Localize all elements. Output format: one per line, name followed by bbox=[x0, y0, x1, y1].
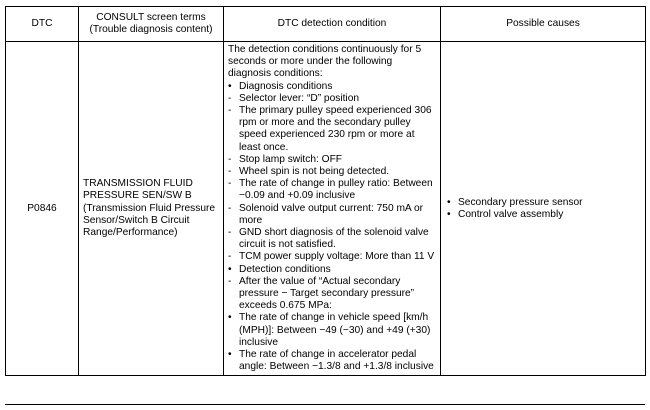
table-row bbox=[6, 42, 646, 376]
condition-item-text: Selector lever: “D” position bbox=[239, 92, 360, 104]
header-detection-condition: DTC detection condition bbox=[224, 7, 441, 42]
condition-list bbox=[228, 81, 436, 374]
header-possible-causes: Possible causes bbox=[441, 7, 646, 42]
condition-item-text: Wheel spin is not being detected. bbox=[239, 166, 390, 178]
bullet-icon: • bbox=[447, 208, 451, 220]
condition-item bbox=[228, 276, 436, 313]
causes-list bbox=[447, 197, 639, 221]
dash-marker: - bbox=[228, 251, 232, 263]
condition-item bbox=[228, 264, 436, 276]
dash-marker: - bbox=[228, 202, 232, 214]
bottom-rule bbox=[5, 404, 645, 405]
condition-item bbox=[228, 203, 436, 227]
dtc-table bbox=[5, 6, 646, 376]
dash-marker: - bbox=[228, 166, 232, 178]
bullet-icon: • bbox=[228, 263, 232, 275]
bullet-icon: • bbox=[447, 196, 451, 208]
header-dtc: DTC bbox=[6, 7, 79, 42]
condition-item-text: The rate of change in accelerator pedal angle: Between −1.3/8 and +1.3/8 inclusive bbox=[239, 349, 434, 373]
condition-item bbox=[228, 81, 436, 93]
condition-item-text: Detection conditions bbox=[239, 263, 331, 275]
condition-item bbox=[228, 178, 436, 202]
condition-item bbox=[228, 93, 436, 105]
cause-item-text: Control valve assembly bbox=[458, 208, 564, 220]
condition-item-text: TCM power supply voltage: More than 11 V bbox=[239, 251, 435, 263]
bullet-icon: • bbox=[228, 312, 232, 324]
dash-marker: - bbox=[228, 227, 232, 239]
condition-item-text: Stop lamp switch: OFF bbox=[239, 153, 343, 165]
condition-item-text: The rate of change in pulley ratio: Between −0.09 and +0.09 inclusive bbox=[239, 178, 433, 202]
cause-item bbox=[447, 209, 639, 221]
dtc-code: P0846 bbox=[6, 42, 79, 376]
condition-item bbox=[228, 154, 436, 166]
condition-item-text: Solenoid valve output current: 750 mA or more bbox=[239, 202, 424, 226]
condition-item bbox=[228, 166, 436, 178]
possible-causes-cell bbox=[441, 42, 646, 376]
dash-marker: - bbox=[228, 275, 232, 287]
condition-intro: The detection conditions continuously for 5 seconds or more under the following diagnosis conditions: bbox=[228, 44, 422, 80]
condition-item bbox=[228, 312, 436, 349]
condition-item bbox=[228, 251, 436, 263]
cause-item bbox=[447, 197, 639, 209]
condition-item-text: Diagnosis conditions bbox=[239, 80, 333, 92]
consult-terms: TRANSMISSION FLUID PRESSURE SEN/SW B (Transmission Fluid Pressure Sensor/Switch B Circuit Range/Performance) bbox=[79, 42, 224, 376]
dash-marker: - bbox=[228, 178, 232, 190]
condition-item-text: The rate of change in vehicle speed [km/h (MPH)]: Between −49 (−30) and +49 (+30) inclusive bbox=[239, 312, 431, 348]
header-row bbox=[6, 7, 646, 42]
condition-item-text: GND short diagnosis of the solenoid valve circuit is not satisfied. bbox=[239, 227, 429, 251]
dash-marker: - bbox=[228, 153, 232, 165]
condition-item bbox=[228, 105, 436, 154]
condition-item bbox=[228, 227, 436, 251]
condition-item-text: After the value of “Actual secondary pressure − Target secondary pressure” exceeds 0.675 MPa: bbox=[239, 275, 415, 312]
bullet-icon: • bbox=[228, 349, 232, 361]
condition-item bbox=[228, 349, 436, 373]
dash-marker: - bbox=[228, 105, 232, 117]
condition-item-text: The primary pulley speed experienced 306 rpm or more and the secondary pulley speed experienced 230 rpm or more at least once. bbox=[239, 105, 432, 153]
detection-condition-cell bbox=[224, 42, 441, 376]
header-consult-terms: CONSULT screen terms (Trouble diagnosis content) bbox=[79, 7, 224, 42]
cause-item-text: Secondary pressure sensor bbox=[458, 196, 583, 208]
dash-marker: - bbox=[228, 92, 232, 104]
bullet-icon: • bbox=[228, 80, 232, 92]
